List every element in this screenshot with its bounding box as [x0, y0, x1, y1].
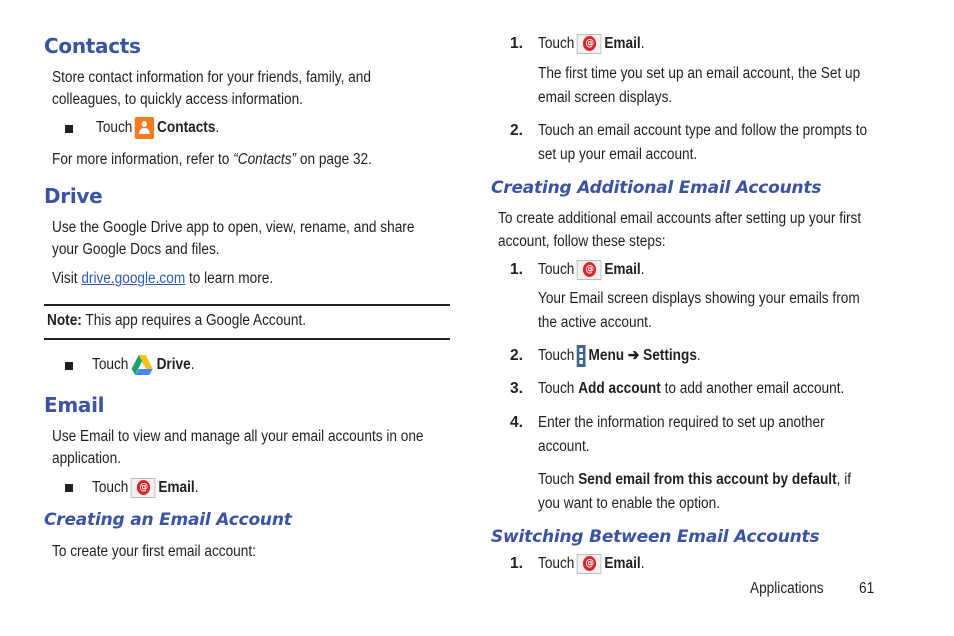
- contacts-touch-step: Touch Contacts.: [96, 117, 219, 139]
- contacts-app-icon: [135, 117, 154, 139]
- contacts-ref-link[interactable]: “Contacts”: [233, 151, 297, 168]
- heading-drive: Drive: [44, 184, 103, 208]
- email-touch-step: Touch @ Email.: [92, 477, 199, 499]
- touch-label: Touch: [538, 555, 575, 572]
- step-number: 1.: [510, 555, 523, 572]
- additional-intro-line1: To create additional email accounts after setting up your first: [498, 210, 862, 227]
- create-step-1-detail-line2: email screen displays.: [538, 89, 673, 106]
- touch-label: Touch: [538, 347, 575, 365]
- switching-step-1: Touch @ Email.: [538, 553, 645, 575]
- step-number: 2.: [510, 122, 523, 139]
- drive-desc-line1: Use the Google Drive app to open, view, rename, and share: [52, 219, 415, 236]
- touch-label: Touch: [538, 380, 579, 397]
- additional-step-1: Touch @ Email.: [538, 259, 645, 281]
- drive-visit: [52, 268, 273, 290]
- visit-suffix: to learn more.: [185, 270, 274, 287]
- touch-label: Touch: [96, 119, 133, 137]
- touch-label: Touch: [92, 356, 129, 374]
- email-desc-line2: application.: [52, 450, 122, 467]
- email-desc-line1: Use Email to view and manage all your email accounts in one: [52, 428, 424, 445]
- additional-intro-line2: account, follow these steps:: [498, 233, 666, 250]
- bullet-icon: [65, 484, 73, 492]
- note-top-rule: [44, 304, 450, 306]
- additional-step-4-extra-line2: you want to enable the option.: [538, 495, 721, 512]
- contacts-reference: [52, 149, 372, 171]
- create-step-2-line2: set up your email account.: [538, 146, 698, 163]
- footer-section: Applications: [750, 580, 824, 597]
- additional-step-4-extra: [538, 469, 851, 491]
- step-suffix: to add another email account.: [660, 380, 845, 397]
- drive-desc-line2: your Google Docs and files.: [52, 241, 220, 258]
- bullet-icon: [65, 362, 73, 370]
- step-number: 2.: [510, 347, 523, 364]
- create-step-1-detail-line1: The first time you set up an email account, the Set up: [538, 65, 861, 82]
- send-default-target: Send email from this account by default: [578, 471, 837, 488]
- email-app-icon: [577, 554, 602, 574]
- touch-label: Touch: [92, 479, 129, 496]
- note-label: Note:: [47, 312, 82, 329]
- ref-prefix: For more information, refer to: [52, 151, 234, 168]
- touch-label: Touch: [538, 261, 575, 278]
- email-target: Email: [604, 35, 641, 52]
- email-target: Email: [604, 555, 641, 572]
- create-step-2-line1: Touch an email account type and follow the prompts to: [538, 122, 868, 139]
- visit-prefix: Visit: [52, 270, 82, 287]
- heading-contacts: Contacts: [44, 34, 141, 58]
- additional-step-4-line1: Enter the information required to set up another: [538, 414, 825, 431]
- create-intro: To create your first email account:: [52, 543, 256, 560]
- step-number: 1.: [510, 35, 523, 52]
- add-account-target: Add account: [578, 380, 661, 397]
- contacts-desc-line1: Store contact information for your friends, family, and: [52, 69, 371, 86]
- contacts-desc-line2: colleagues, to quickly access information.: [52, 91, 303, 108]
- touch-label: Touch: [538, 35, 575, 52]
- menu-icon: [577, 345, 586, 367]
- email-target: Email: [604, 261, 641, 278]
- additional-step-2: Touch Menu ➔ Settings.: [538, 345, 701, 367]
- additional-step-1-detail-line2: the active account.: [538, 314, 652, 331]
- step-number: 3.: [510, 380, 523, 397]
- email-target: Email: [158, 479, 195, 496]
- additional-step-4-line2: account.: [538, 438, 590, 455]
- heading-creating-email-account: Creating an Email Account: [44, 510, 292, 530]
- additional-step-1-detail-line1: Your Email screen displays showing your emails from: [538, 290, 860, 307]
- step-number: 4.: [510, 414, 523, 431]
- google-drive-icon: [131, 354, 154, 376]
- drive-touch-step: Touch Drive.: [92, 354, 194, 376]
- heading-creating-additional: Creating Additional Email Accounts: [491, 178, 822, 198]
- contacts-target: Contacts: [157, 119, 216, 137]
- heading-switching-accounts: Switching Between Email Accounts: [491, 527, 820, 547]
- note-bottom-rule: [44, 338, 450, 340]
- email-app-icon: [131, 478, 156, 498]
- note-text: This app requires a Google Account.: [81, 312, 307, 329]
- drive-note: [47, 310, 306, 332]
- heading-email: Email: [44, 393, 105, 417]
- footer-page-number: 61: [859, 580, 875, 597]
- menu-settings-target: Menu ➔ Settings: [588, 347, 697, 365]
- bullet-icon: [65, 125, 73, 133]
- create-step-1: Touch @ Email.: [538, 33, 645, 55]
- drive-link[interactable]: drive.google.com: [81, 270, 186, 287]
- email-app-icon: [577, 34, 602, 54]
- step-suffix: , if: [836, 471, 852, 488]
- ref-suffix: on page 32.: [296, 151, 372, 168]
- step-number: 1.: [510, 261, 523, 278]
- email-app-icon: [577, 260, 602, 280]
- touch-label: Touch: [538, 471, 579, 488]
- drive-target: Drive: [156, 356, 191, 374]
- additional-step-3: [538, 378, 844, 400]
